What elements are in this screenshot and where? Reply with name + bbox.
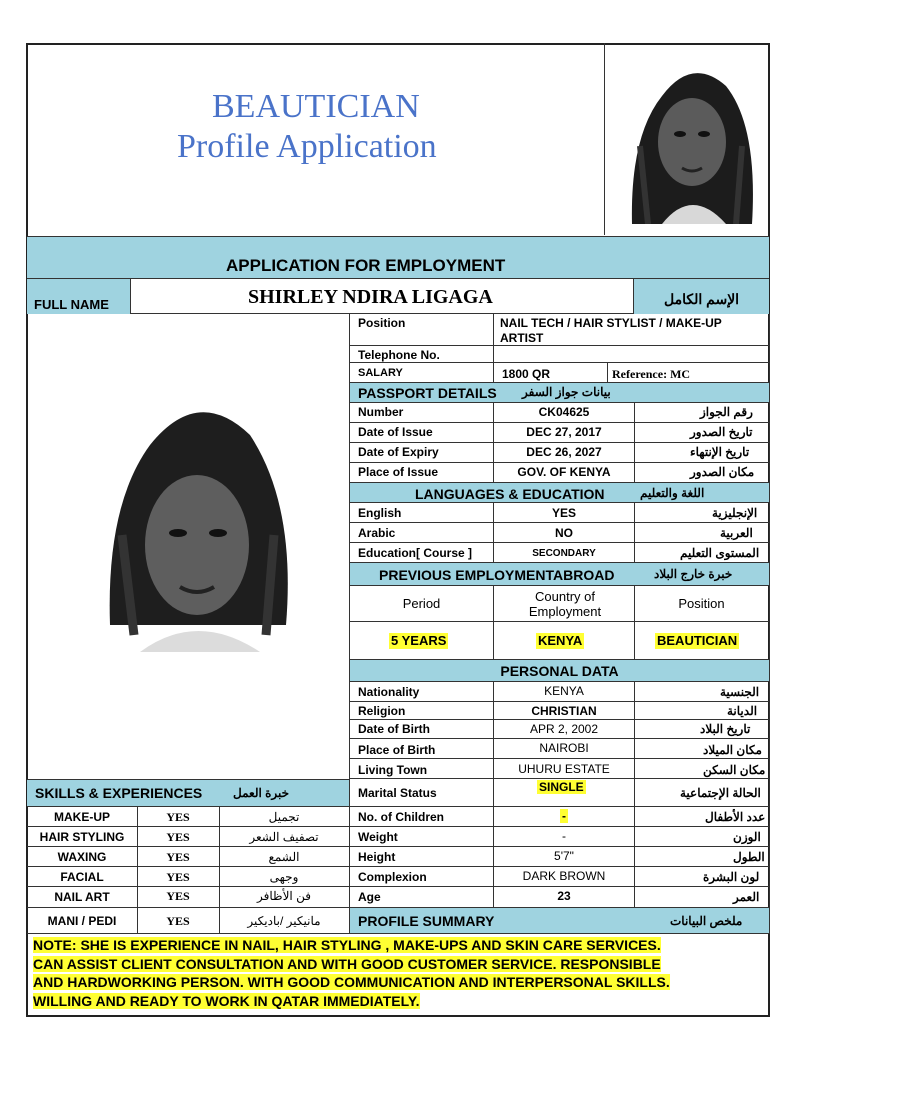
passport-title-ar: بيانات جواز السفر: [522, 385, 611, 399]
applicant-photo-small: [622, 56, 762, 224]
pob-value: NAIROBI: [539, 741, 589, 755]
skill-waxing-ar: الشمع: [268, 850, 300, 864]
skill-hair-value: YES: [166, 830, 190, 844]
note-line-3: AND HARDWORKING PERSON. WITH GOOD COMMUNICATION AND INTERPERSONAL SKILLS.: [33, 974, 670, 990]
education-ar: المستوى التعليم: [680, 546, 760, 560]
employment-position: BEAUTICIAN: [657, 633, 738, 648]
children-label: No. of Children: [358, 810, 444, 824]
education-label: Education[ Course ]: [358, 546, 473, 560]
english-ar: الإنجليزية: [712, 506, 758, 520]
place-of-issue-label: Place of Issue: [358, 465, 439, 479]
arabic-label: Arabic: [358, 526, 396, 540]
issue-date-label: Date of Issue: [358, 425, 433, 439]
english-value: YES: [551, 506, 576, 520]
height-ar: الطول: [733, 850, 765, 864]
education-value: SECONDARY: [532, 548, 596, 559]
arabic-ar: العربية: [720, 526, 753, 540]
dob-label: Date of Birth: [358, 722, 430, 736]
skill-facial-ar: وجهى: [269, 870, 299, 884]
passport-number-label: Number: [358, 405, 404, 419]
weight-value: -: [562, 829, 566, 843]
expiry-date-label: Date of Expiry: [358, 445, 439, 459]
skill-makeup-ar: تجميل: [268, 810, 300, 824]
languages-title: LANGUAGES & EDUCATION: [415, 486, 605, 502]
salary-value: 1800 QR: [502, 367, 551, 381]
skill-waxing-value: YES: [166, 850, 190, 864]
place-of-issue-ar: مكان الصدور: [690, 465, 755, 479]
height-value: 5'7": [554, 849, 574, 863]
marital-value: SINGLE: [539, 780, 584, 794]
religion-label: Religion: [358, 704, 406, 718]
skill-hair-ar: تصفيف الشعر: [249, 830, 319, 844]
expiry-date-ar: تاريخ الإنتهاء: [690, 445, 750, 459]
skill-manipedi-value: YES: [166, 914, 190, 928]
age-ar: العمر: [733, 890, 760, 904]
position-value: NAIL TECH / HAIR STYLIST / MAKE-UP ARTIST: [500, 316, 722, 345]
height-label: Height: [358, 850, 396, 864]
note-line-4: WILLING AND READY TO WORK IN QATAR IMMEDIATELY.: [33, 992, 420, 1009]
skill-facial-value: YES: [166, 870, 190, 884]
applicant-photo-large: [100, 395, 296, 652]
nationality-label: Nationality: [358, 685, 420, 699]
note-line-1: NOTE: SHE IS EXPERIENCE IN NAIL, HAIR STYLING , MAKE-UPS AND SKIN CARE SERVICES.: [33, 937, 661, 953]
children-ar: عدد الأطفال: [705, 810, 766, 824]
dob-ar: تاريخ البلاد: [700, 722, 751, 736]
nationality-ar: الجنسية: [720, 685, 760, 699]
employment-period: 5 YEARS: [391, 633, 447, 648]
pob-ar: مكان الميلاد: [703, 743, 762, 757]
skill-waxing-name: WAXING: [57, 850, 107, 864]
languages-title-ar: اللغة والتعليم: [640, 486, 705, 500]
age-label: Age: [358, 890, 381, 904]
employment-title-ar: خبرة خارج البلاد: [654, 567, 733, 581]
marital-label: Marital Status: [358, 786, 437, 800]
passport-number-value: CK04625: [538, 405, 590, 419]
issue-date-ar: تاريخ الصدور: [690, 425, 753, 439]
employment-title: PREVIOUS EMPLOYMENTABROAD: [379, 567, 615, 583]
employment-country: KENYA: [538, 633, 583, 648]
country-header: Country of Employment: [528, 589, 602, 619]
issue-date-value: DEC 27, 2017: [526, 425, 602, 439]
age-value: 23: [557, 889, 571, 903]
skill-nailart-name: NAIL ART: [54, 890, 110, 904]
weight-label: Weight: [358, 830, 398, 844]
living-town-ar: مكان السكن: [703, 763, 766, 777]
salary-label: SALARY: [358, 367, 403, 379]
expiry-date-value: DEC 26, 2027: [526, 445, 602, 459]
complexion-label: Complexion: [358, 870, 427, 884]
skill-hair-name: HAIR STYLING: [39, 830, 125, 844]
living-town-value: UHURU ESTATE: [518, 762, 610, 776]
personal-title: PERSONAL DATA: [500, 663, 619, 679]
passport-number-ar: رقم الجواز: [700, 405, 753, 419]
skill-manipedi-ar: مانيكير /باديكير: [247, 914, 321, 928]
summary-title-ar: ملخص البيانات: [670, 914, 743, 928]
application-title: APPLICATION FOR EMPLOYMENT: [226, 256, 506, 275]
skills-title-ar: خبرة العمل: [233, 786, 290, 800]
nationality-value: KENYA: [544, 684, 584, 698]
title-line1: BEAUTICIAN: [212, 88, 420, 125]
full-name-value: SHIRLEY NDIRA LIGAGA: [248, 286, 493, 308]
full-name-label: FULL NAME: [34, 297, 109, 312]
dob-value: APR 2, 2002: [529, 722, 599, 736]
telephone-label: Telephone No.: [358, 348, 440, 362]
full-name-ar-label: الإسم الكامل: [664, 291, 740, 307]
skill-makeup-name: MAKE-UP: [54, 810, 110, 824]
reference-text: Reference: MC: [612, 367, 691, 381]
skill-nailart-ar: فن الأظافر: [257, 889, 311, 903]
skill-facial-name: FACIAL: [60, 870, 104, 884]
complexion-value: DARK BROWN: [522, 869, 606, 883]
period-header: Period: [402, 596, 441, 611]
religion-ar: الديانة: [727, 704, 758, 718]
children-value: -: [562, 809, 566, 823]
passport-title: PASSPORT DETAILS: [358, 385, 497, 401]
skills-title: SKILLS & EXPERIENCES: [35, 785, 203, 801]
note-line-2: CAN ASSIST CLIENT CONSULTATION AND WITH GOOD CUSTOMER SERVICE. RESPONSIBLE: [33, 955, 661, 972]
skill-nailart-value: YES: [166, 889, 190, 903]
skill-makeup-value: YES: [166, 810, 190, 824]
position-header: Position: [678, 596, 725, 611]
weight-ar: الوزن: [733, 830, 761, 844]
arabic-value: NO: [555, 526, 573, 540]
summary-title: PROFILE SUMMARY: [358, 913, 495, 929]
skill-manipedi-name: MANI / PEDI: [47, 914, 117, 928]
marital-ar: الحالة الإجتماعية: [680, 786, 761, 800]
pob-label: Place of Birth: [358, 743, 436, 757]
title-line2: Profile Application: [177, 128, 437, 165]
complexion-ar: لون البشرة: [703, 870, 760, 884]
living-town-label: Living Town: [358, 763, 428, 777]
position-label: Position: [358, 316, 406, 330]
religion-value: CHRISTIAN: [531, 704, 597, 718]
profile-note: [33, 936, 767, 1010]
english-label: English: [358, 506, 402, 520]
place-of-issue-value: GOV. OF KENYA: [517, 465, 611, 479]
